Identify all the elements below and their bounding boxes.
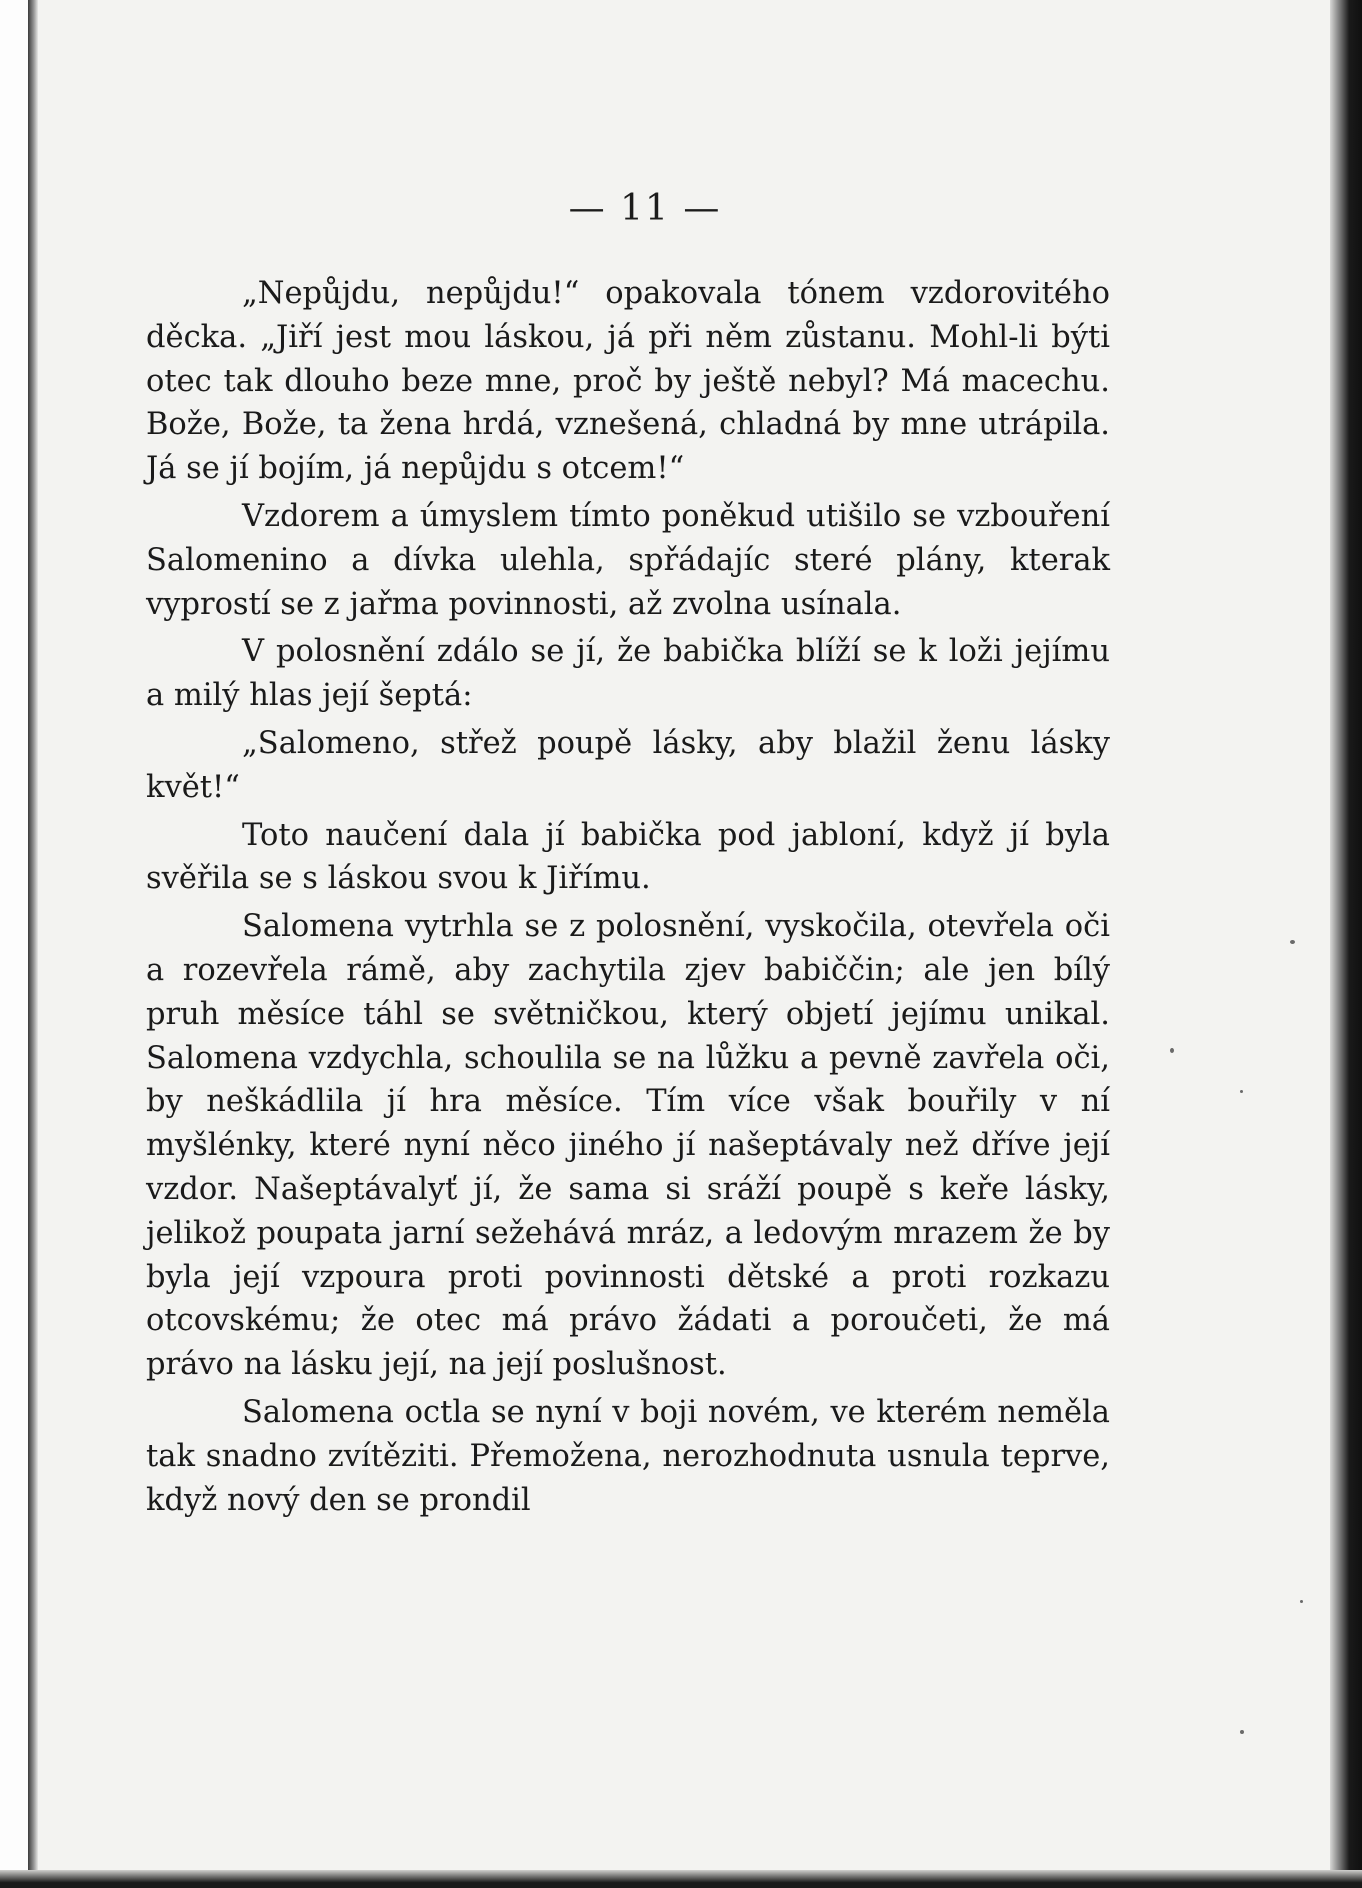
scan-speck: [1300, 1600, 1303, 1603]
body-text: [146, 272, 1110, 1526]
page-binding-shadow: [28, 0, 38, 1888]
paragraph-4: „Salomeno, střež poupě lásky, aby blažil ženu lásky květ!“: [146, 725, 1110, 805]
scan-speck: [1290, 940, 1295, 944]
page-number: — 11 —: [568, 188, 722, 229]
paragraph-3: V polosnění zdálo se jí, že babička blíží se k loži jejímu a milý hlas její šeptá:: [146, 634, 1110, 714]
paragraph-7: Salomena octla se nyní v boji novém, ve kterém neměla tak snadno zvítěziti. Přemožena, nerozhodnuta usnula teprve, když nový den se prondil: [146, 1394, 1110, 1518]
page-edge-shadow: [1330, 0, 1362, 1888]
paragraph-5: Toto naučení dala jí babička pod jabloní, když jí byla svěřila se s láskou svou k Jiřímu.: [146, 817, 1110, 897]
scan-speck: [1170, 1048, 1174, 1053]
scan-speck: [1240, 1730, 1244, 1734]
paragraph-6: Salomena vytrhla se z polosnění, vyskočila, otevřela oči a rozevřela rámě, aby zachytila zjev babiččin; ale jen bílý pruh měsíce táhl se světničkou, který objetí jejímu unikal. Salomena vzdychla, schoulila se na lůžku a pevně zavřela oči, by neškádlila jí hra měsíce. Tím více však bouřily v ní myšlénky, které nyní něco jiného jí našeptávaly než dříve její vzdor. Našeptávalyť jí, že sama si sráží poupě s keře lásky, jelikož poupata jarní sežehává mráz, a ledovým mrazem že by byla její vzpoura proti povinnosti dětské a proti rozkazu otcovskému; že otec má právo žádati a poroučeti, že má právo na lásku její, na její poslušnost.: [146, 909, 1110, 1383]
paragraph-1: „Nepůjdu, nepůjdu!“ opakovala tónem vzdorovitého děcka. „Jiří jest mou láskou, já při něm zůstanu. Mohl-li býti otec tak dlouho beze mne, proč by ještě nebyl? Má macechu. Bože, Bože, ta žena hrdá, vznešená, chladná by mne utrápila. Já se jí bojím, já nepůjdu s otcem!“: [146, 276, 1110, 487]
scan-margin-left: [0, 0, 28, 1888]
scan-speck: [1240, 1090, 1243, 1093]
paragraph-2: Vzdorem a úmyslem tímto poněkud utišilo se vzbouření Salomenino a dívka ulehla, spřádajíc steré plány, kterak vyprostí se z jařma povinnosti, až zvolna usínala.: [146, 498, 1110, 622]
page-bottom-shadow: [0, 1870, 1362, 1888]
